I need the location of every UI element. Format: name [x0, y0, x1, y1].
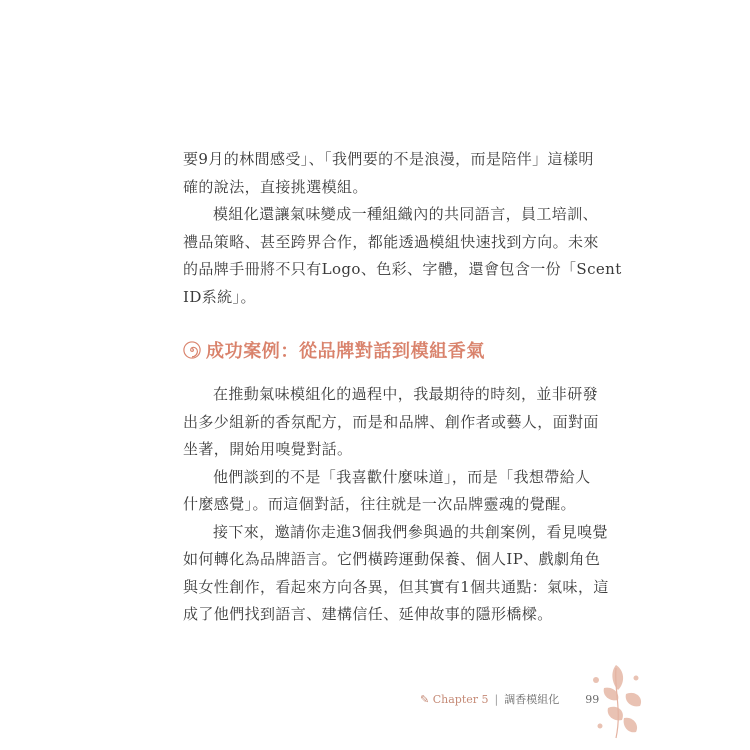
paragraph — [183, 381, 599, 464]
paragraph — [183, 201, 622, 311]
paragraph — [183, 519, 609, 629]
text-line: 接下來，邀請你走進3個我們參與過的共創案例，看見嗅覺 — [213, 522, 608, 541]
intro-text — [183, 146, 622, 311]
section-heading — [183, 337, 485, 363]
text-line: 模組化還讓氣味變成一種組織內的共同語言，員工培訓、 — [213, 205, 599, 223]
text-line: 確的說法，直接挑選模組。 — [183, 177, 368, 196]
text-line: 出多少組新的香氛配方，而是和品牌、創作者或藝人，面對面 — [183, 412, 599, 431]
floral-ornament-icon — [586, 660, 646, 740]
case-text — [183, 381, 609, 629]
section-heading-text: 成功案例：從品牌對話到模組香氣 — [206, 341, 485, 362]
footer-separator: | — [494, 692, 499, 706]
text-line: 成了他們找到語言、建構信任、延伸故事的隱形橋樑。 — [183, 605, 553, 623]
text-line: 坐著，開始用嗅覺對話。 — [183, 440, 353, 458]
text-line: 什麼感覺」。而這個對話，往往就是一次品牌靈魂的覺醒。 — [183, 495, 576, 513]
paragraph — [183, 464, 591, 519]
text-line: 的品牌手冊將不只有Logo、色彩、字體，還會包含一份「Scent — [183, 260, 622, 278]
text-line: 他們談到的不是「我喜歡什麼味道」，而是「我想帶給人 — [213, 467, 591, 486]
text-line: 在推動氣味模組化的過程中，我最期待的時刻，並非研發 — [213, 385, 599, 403]
footer-chapter: ✎ Chapter 5 — [420, 692, 489, 706]
footer-chapter-title: 調香模組化 — [504, 693, 560, 706]
paragraph — [183, 146, 594, 201]
page-number: 99 — [585, 692, 600, 706]
text-line: 與女性創作，看起來方向各異，但其實有1個共通點：氣味，這 — [183, 577, 609, 596]
text-line: 如何轉化為品牌語言。它們橫跨運動保養、個人IP、戲劇角色 — [183, 550, 601, 568]
text-line: 要9月的林間感受」、「我們要的不是浪漫，而是陪伴」這樣明 — [183, 150, 594, 168]
spiral-icon — [183, 341, 201, 359]
text-line: 禮品策略、甚至跨界合作，都能透過模組快速找到方向。未來 — [183, 232, 599, 251]
page-footer — [420, 691, 599, 707]
text-line: ID系統」。 — [183, 287, 256, 306]
